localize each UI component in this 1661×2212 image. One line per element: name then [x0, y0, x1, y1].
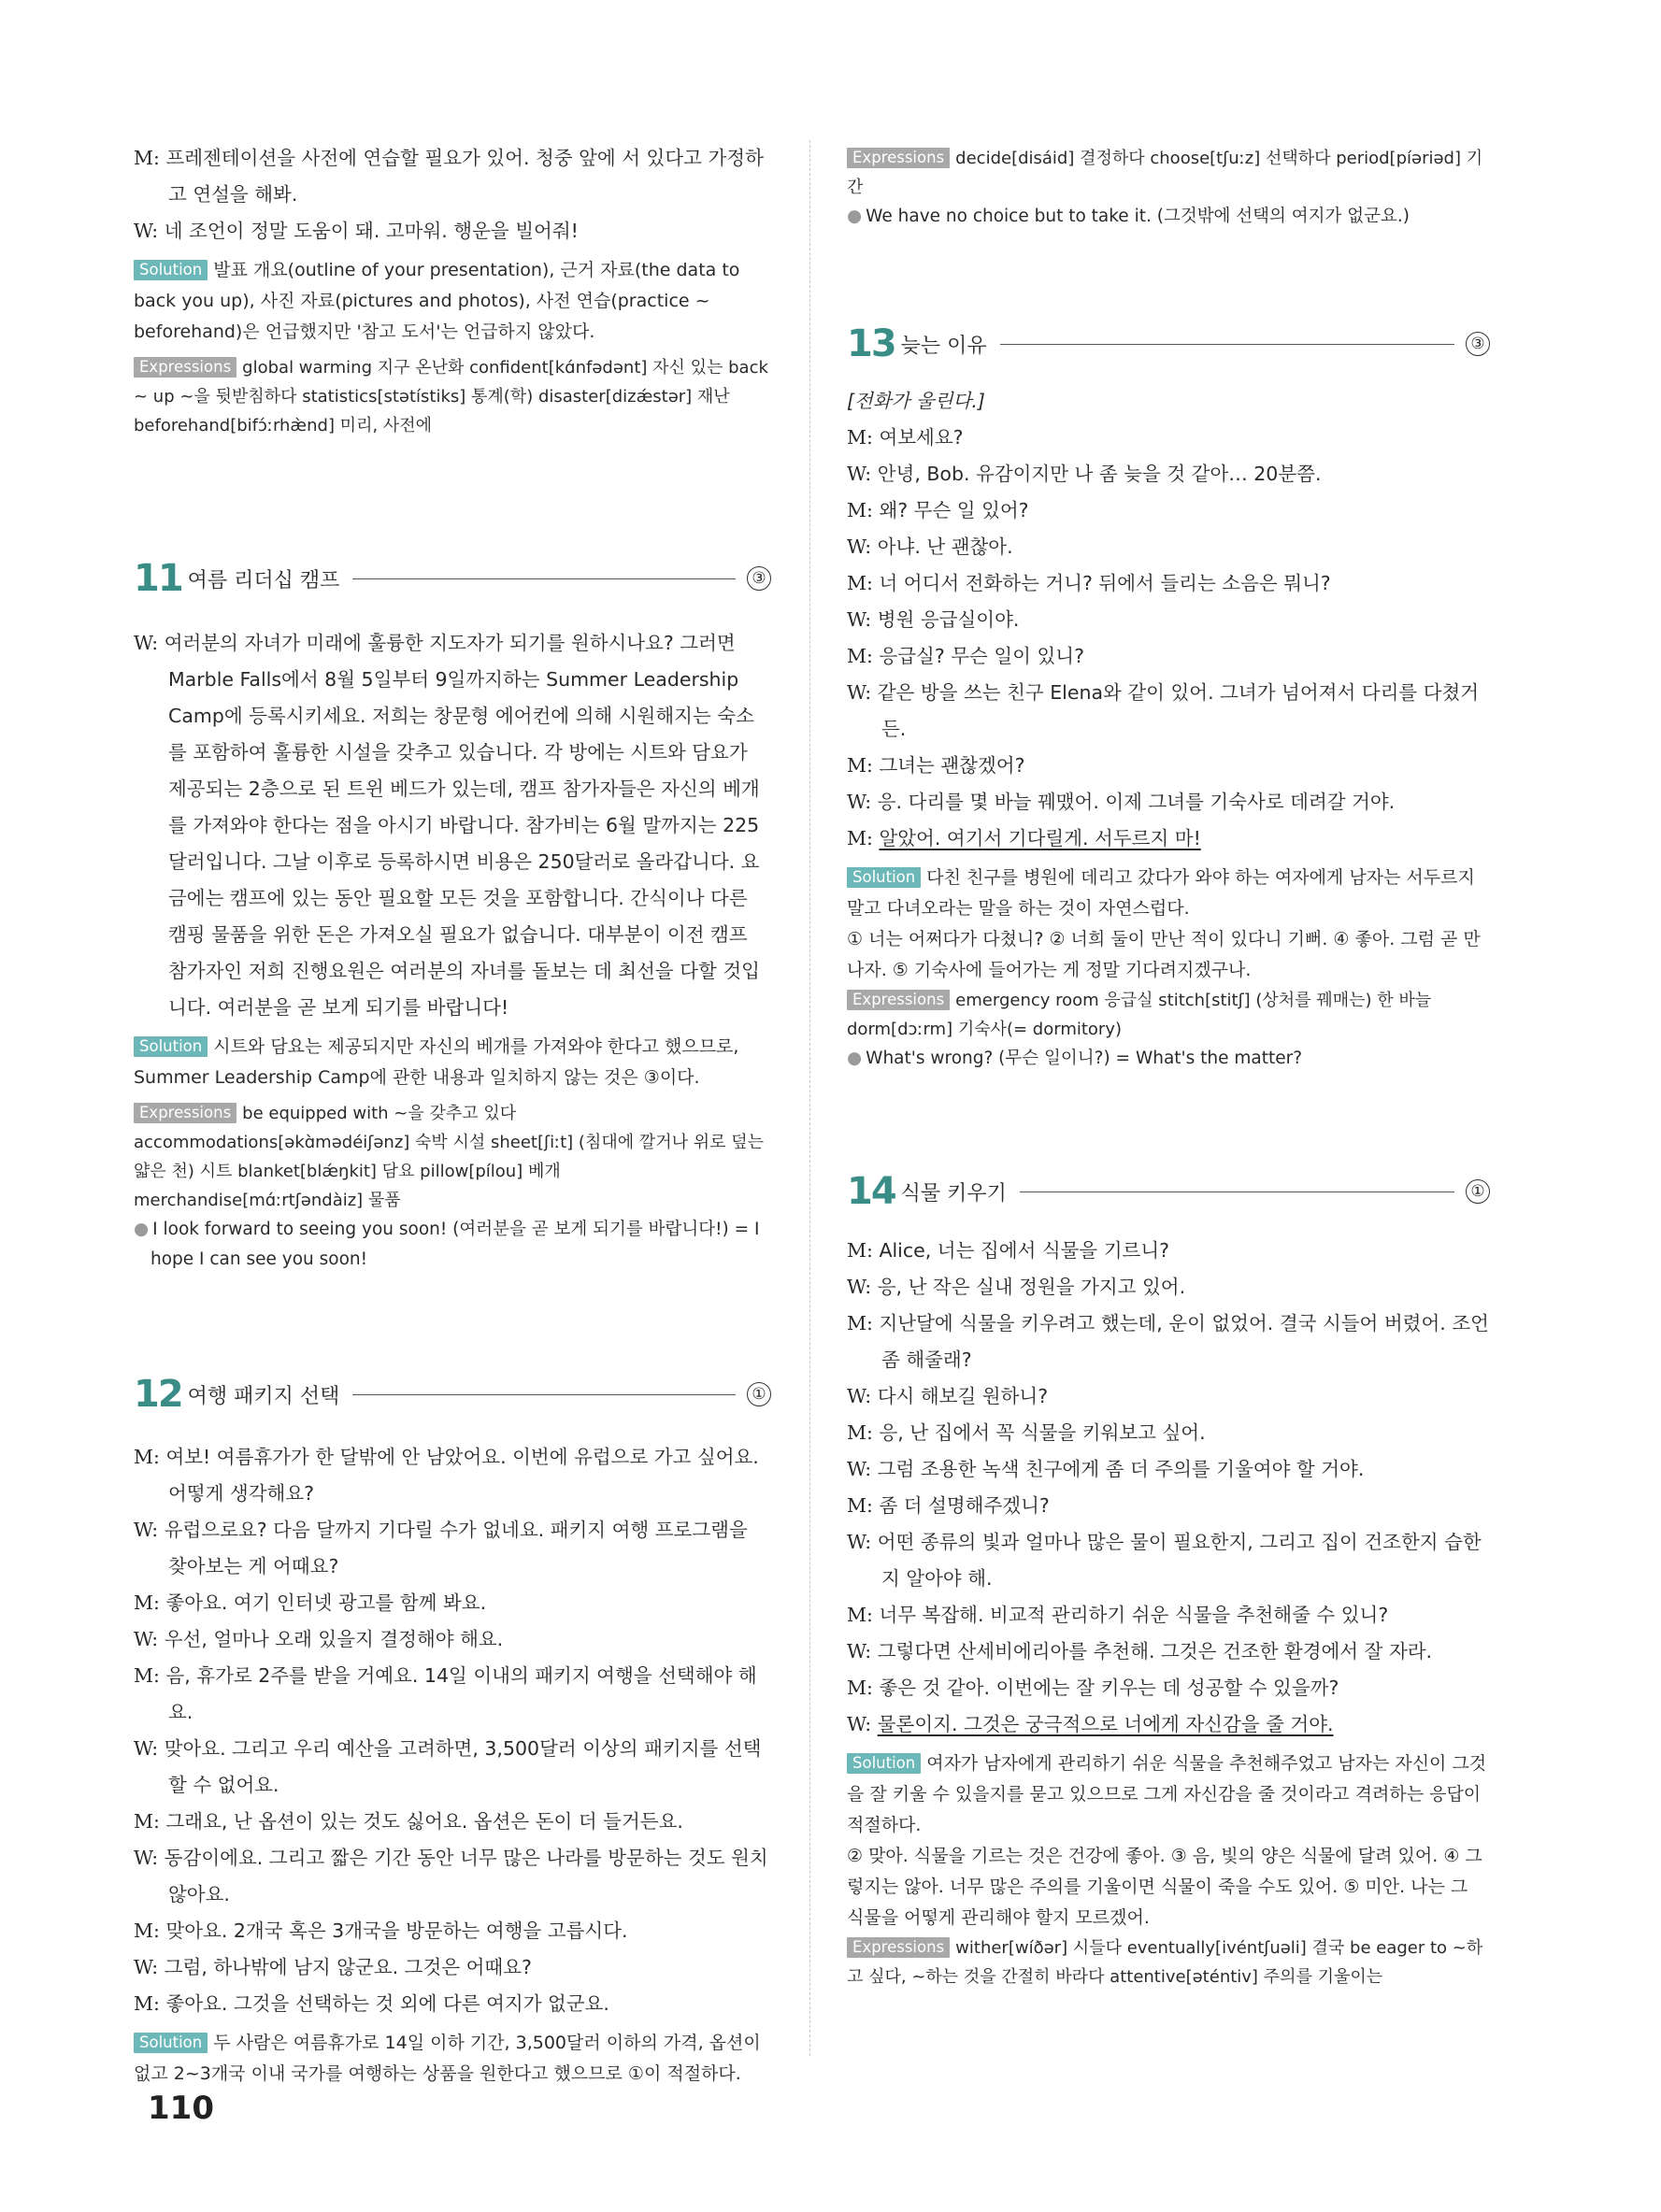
dialog-line: W: 병원 응급실이야.: [847, 608, 1020, 631]
header-rule: [352, 1394, 736, 1395]
left-column: [134, 140, 771, 2090]
answer-underline: 알았어. 여기서 기다릴게. 서두르지 마!: [879, 827, 1201, 849]
dialog-line: M: 좋아요. 여기 인터넷 광고를 함께 봐요.: [134, 1591, 487, 1614]
q14-dialog: [847, 1233, 1490, 1743]
right-column: [847, 140, 1490, 1991]
distractor-options: ② 맞아. 식물을 기르는 것은 건강에 좋아. ③ 음, 빛의 양은 식물에 달려 있어. ④ 그렇지는 않아. 너무 많은 주의를 기울이면 식물이 죽을 수도 있어. ⑤ 미안. 나는 그 식물을 어떻게 관리해야 할지 모르겠어.: [847, 1846, 1482, 1928]
dialog-line: M: 그녀는 괜찮겠어?: [847, 754, 1025, 777]
question-11-header: [134, 552, 771, 605]
dialog-line: M: 응급실? 무슨 일이 있니?: [847, 645, 1084, 667]
question-title: 여행 패키지 선택: [187, 1384, 340, 1408]
dialog-line: W: 우선, 얼마나 오래 있을지 결정해야 해요.: [134, 1628, 504, 1650]
solution-tag: Solution: [134, 260, 208, 280]
answer-underline: 물론이지. 그것은 궁극적으로 너에게 자신감을 줄 거야.: [877, 1713, 1334, 1735]
dialog-line: M: 좋아요. 그것을 선택하는 것 외에 다른 여지가 없군요.: [134, 1992, 609, 2015]
dialog-line: W: 안녕, Bob. 유감이지만 나 좀 늦을 것 같아… 20분쯤.: [847, 463, 1322, 485]
expressions-tag: Expressions: [847, 148, 950, 168]
question-number: 12: [134, 1373, 182, 1416]
dialog-line: M: 왜? 무슨 일 있어?: [847, 499, 1029, 521]
answer-badge: ③: [1466, 332, 1490, 356]
dialog-line: W: 응. 다리를 몇 바늘 꿰맸어. 이제 그녀를 기숙사로 데려갈 거야.: [847, 791, 1396, 813]
dialog-line: M: 너무 복잡해. 비교적 관리하기 쉬운 식물을 추천해줄 수 있니?: [847, 1604, 1389, 1626]
dialog-line: M: 좋은 것 같아. 이번에는 잘 키우는 데 성공할 수 있을까?: [847, 1677, 1339, 1699]
dialog-line: W: 맞아요. 그리고 우리 예산을 고려하면, 3,500달러 이상의 패키지를 선택할 수 없어요.: [134, 1737, 762, 1796]
q11-monologue: [134, 625, 771, 1026]
dialog-line: W: 네 조언이 정말 도움이 돼. 고마워. 행운을 빌어줘!: [134, 220, 579, 242]
tip-bullet: ● I look forward to seeing you soon! (여러분을 곧 보게 되기를 바랍니다!) = I hope I can see you soon!: [134, 1220, 760, 1269]
dialog-line: W: 아냐. 난 괜찮아.: [847, 535, 1013, 558]
dialog-line: W: 유럽으로요? 다음 달까지 기다릴 수가 없네요. 패키지 여행 프로그램을 찾아보는 게 어때요?: [134, 1519, 748, 1577]
expressions-tag: Expressions: [134, 357, 236, 378]
dialog-line: W: 물론이지. 그것은 궁극적으로 너에게 자신감을 줄 거야.: [847, 1713, 1334, 1735]
dialog-line: M: 여보세요?: [847, 426, 964, 449]
dialog-line: W: 어떤 종류의 빛과 얼마나 많은 물이 필요한지, 그리고 집이 건조한지 습한지 알아야 해.: [847, 1531, 1482, 1590]
solution-note: Solution 다친 친구를 병원에 데리고 갔다가 와야 하는 여자에게 남자는 서두르지 말고 다녀오라는 말을 하는 것이 자연스럽다.: [847, 867, 1475, 919]
dialog-line: M: 알았어. 여기서 기다릴게. 서두르지 마!: [847, 827, 1201, 849]
expressions-note: Expressions be equipped with ~을 갖추고 있다 accommodations[əkɑ̀mədéiʃənz] 숙박 시설 sheet[ʃiːt] (침대에 깔거나 위로 덮는 얇은 천) 시트 blanket[blǽŋkit] 담요 pillow[pílou] 베개 merchandise[mɑ́ːrtʃəndàiz] 물품: [134, 1104, 764, 1210]
question-title: 늦는 이유: [900, 334, 987, 358]
page-number: 110: [148, 2090, 214, 2127]
question-title: 여름 리더십 캠프: [187, 568, 340, 592]
solution-note: Solution 여자가 남자에게 관리하기 쉬운 식물을 추천해주었고 남자는 자신이 그것을 잘 키울 수 있을지를 묻고 있으므로 그게 자신감을 줄 것이라고 격려하는 응답이 적절하다.: [847, 1753, 1487, 1835]
solution-tag: Solution: [134, 1036, 208, 1057]
expressions-tag: Expressions: [847, 990, 950, 1010]
expressions-note: Expressions global warming 지구 온난화 confident[kɑ́nfədənt] 자신 있는 back ~ up ~을 뒷받침하다 statistics[stətístiks] 통계(학) disaster[dizǽstər] 재난 beforehand[bifɔ́ːrhæ̀nd] 미리, 사전에: [134, 358, 768, 435]
question-title: 식물 키우기: [900, 1181, 1007, 1206]
q13-dialog: [847, 383, 1490, 857]
dialog-line: M: 응, 난 집에서 꼭 식물을 키워보고 싶어.: [847, 1421, 1206, 1444]
tip-bullet: ● We have no choice but to take it. (그것밖에 선택의 여지가 없군요.): [847, 207, 1410, 226]
dialog-line: M: 음, 휴가로 2주를 받을 거예요. 14일 이내의 패키지 여행을 선택해야 해요.: [134, 1664, 757, 1723]
dialog-line: M: 너 어디서 전화하는 거니? 뒤에서 들리는 소음은 뭐니?: [847, 572, 1331, 594]
solution-tag: Solution: [847, 1753, 921, 1774]
expressions-note: Expressions emergency room 응급실 stitch[stitʃ] (상처를 꿰매는) 한 바늘 dorm[dɔːrm] 기숙사(= dormitory): [847, 991, 1432, 1039]
bullet-icon: ●: [134, 1220, 150, 1239]
dialog-line: M: Alice, 너는 집에서 식물을 기르니?: [847, 1239, 1170, 1262]
solution-note: Solution 시트와 담요는 제공되지만 자신의 베개를 가져와야 한다고 했으므로, Summer Leadership Camp에 관한 내용과 일치하지 않는 것은 ③이다.: [134, 1036, 739, 1088]
dialog-line: M: 맞아요. 2개국 혹은 3개국을 방문하는 여행을 고릅시다.: [134, 1919, 628, 1942]
dialog-line: W: 동감이에요. 그리고 짧은 기간 동안 너무 많은 나라를 방문하는 것도 원치 않아요.: [134, 1847, 768, 1905]
expressions-note: Expressions decide[disáid] 결정하다 choose[tʃuːz] 선택하다 period[píəriəd] 기간: [847, 149, 1483, 197]
answer-badge: ①: [747, 1382, 771, 1406]
bullet-icon: ●: [847, 207, 863, 226]
question-13-header: [847, 318, 1490, 370]
q12-dialog: [134, 1439, 771, 2022]
dialog-line: W: 응, 난 작은 실내 정원을 가지고 있어.: [847, 1276, 1186, 1298]
dialog-line: W: 그럼 조용한 녹색 친구에게 좀 더 주의를 기울여야 할 거야.: [847, 1458, 1365, 1480]
question-number: 13: [847, 322, 895, 365]
bullet-icon: ●: [847, 1049, 863, 1068]
dialog-line: M: 프레젠테이션을 사전에 연습할 필요가 있어. 청중 앞에 서 있다고 가정하고 연설을 해봐.: [134, 147, 764, 206]
answer-badge: ①: [1466, 1179, 1490, 1204]
dialog-line: W: 그럼, 하나밖에 남지 않군요. 그것은 어때요?: [134, 1956, 532, 1978]
question-12-header: [134, 1368, 771, 1420]
dialog-line: M: 좀 더 설명해주겠니?: [847, 1494, 1050, 1517]
stage-direction: [전화가 울린다.]: [847, 390, 985, 412]
expressions-note: Expressions wither[wíðər] 시들다 eventually[ivéntʃuəli] 결국 be eager to ~하고 싶다, ~하는 것을 간절히 바라다 attentive[əténtiv] 주의를 기울이는: [847, 1938, 1483, 1987]
question-number: 14: [847, 1170, 895, 1213]
solution-tag: Solution: [847, 867, 921, 888]
answer-badge: ③: [747, 566, 771, 591]
solution-note: Solution 발표 개요(outline of your presentation), 근거 자료(the data to back you up), 사진 자료(pictures and photos), 사전 연습(practice ~ beforehand)은 언급했지만 '참고 도서'는 언급하지 않았다.: [134, 260, 740, 342]
top-dialog: [134, 140, 771, 250]
header-rule: [352, 578, 736, 579]
tip-bullet: ● What's wrong? (무슨 일이니?) = What's the matter?: [847, 1049, 1303, 1068]
dialog-line: M: 그래요, 난 옵션이 있는 것도 싫어요. 옵션은 돈이 더 들거든요.: [134, 1810, 683, 1833]
dialog-line: W: 그렇다면 산세비에리아를 추천해. 그것은 건조한 환경에서 잘 자라.: [847, 1640, 1433, 1663]
solution-tag: Solution: [134, 2033, 208, 2053]
dialog-line: M: 여보! 여름휴가가 한 달밖에 안 남았어요. 이번에 유럽으로 가고 싶어요. 어떻게 생각해요?: [134, 1446, 759, 1505]
dialog-line: W: 여러분의 자녀가 미래에 훌륭한 지도자가 되기를 원하시나요? 그러면 Marble Falls에서 8월 5일부터 9일까지하는 Summer Leadership Camp에 등록시키세요. 저희는 창문형 에어컨에 의해 시원해지는 숙소를 포함하여 훌륭한 시설을 갖추고 있습니다. 각 방에는 시트와 담요가 제공되는 2층으로 된 트윈 베드가 있는데, 캠프 참가자들은 자신의 베개를 가져와야 한다는 점을 아시기 바랍니다. 참가비는 6월 말까지는 225달러입니다. 그날 이후로 등록하시면 비용은 250달러로 올라갑니다. 요금에는 캠프에 있는 동안 필요할 모든 것을 포함합니다. 간식이나 다른 캠핑 물품을 위한 돈은 가져오실 필요가 없습니다. 대부분이 이전 캠프 참가자인 저희 진행요원은 여러분의 자녀를 돌보는 데 최선을 다할 것입니다. 여러분을 곧 보게 되기를 바랍니다!: [134, 632, 760, 1019]
expressions-tag: Expressions: [847, 1937, 950, 1958]
question-14-header: [847, 1165, 1490, 1218]
question-number: 11: [134, 557, 182, 600]
dialog-line: M: 지난달에 식물을 키우려고 했는데, 운이 없었어. 결국 시들어 버렸어. 조언 좀 해줄래?: [847, 1312, 1489, 1371]
dialog-line: W: 다시 해보길 원하니?: [847, 1385, 1049, 1407]
column-divider: [809, 140, 810, 2056]
dialog-line: W: 같은 방을 쓰는 친구 Elena와 같이 있어. 그녀가 넘어져서 다리를 다쳤거든.: [847, 681, 1480, 740]
header-rule: [1000, 344, 1454, 345]
solution-note: Solution 두 사람은 여름휴가로 14일 이하 기간, 3,500달러 이하의 가격, 옵션이 없고 2~3개국 이내 국가를 여행하는 상품을 원한다고 했으므로 ①이 적절하다.: [134, 2033, 761, 2084]
expressions-tag: Expressions: [134, 1103, 236, 1123]
distractor-options: ① 너는 어쩌다가 다쳤니? ② 너희 둘이 만난 적이 있다니 기뻐. ④ 좋아. 그럼 곧 만나자. ⑤ 기숙사에 들어가는 게 정말 기다려지겠구나.: [847, 929, 1481, 980]
